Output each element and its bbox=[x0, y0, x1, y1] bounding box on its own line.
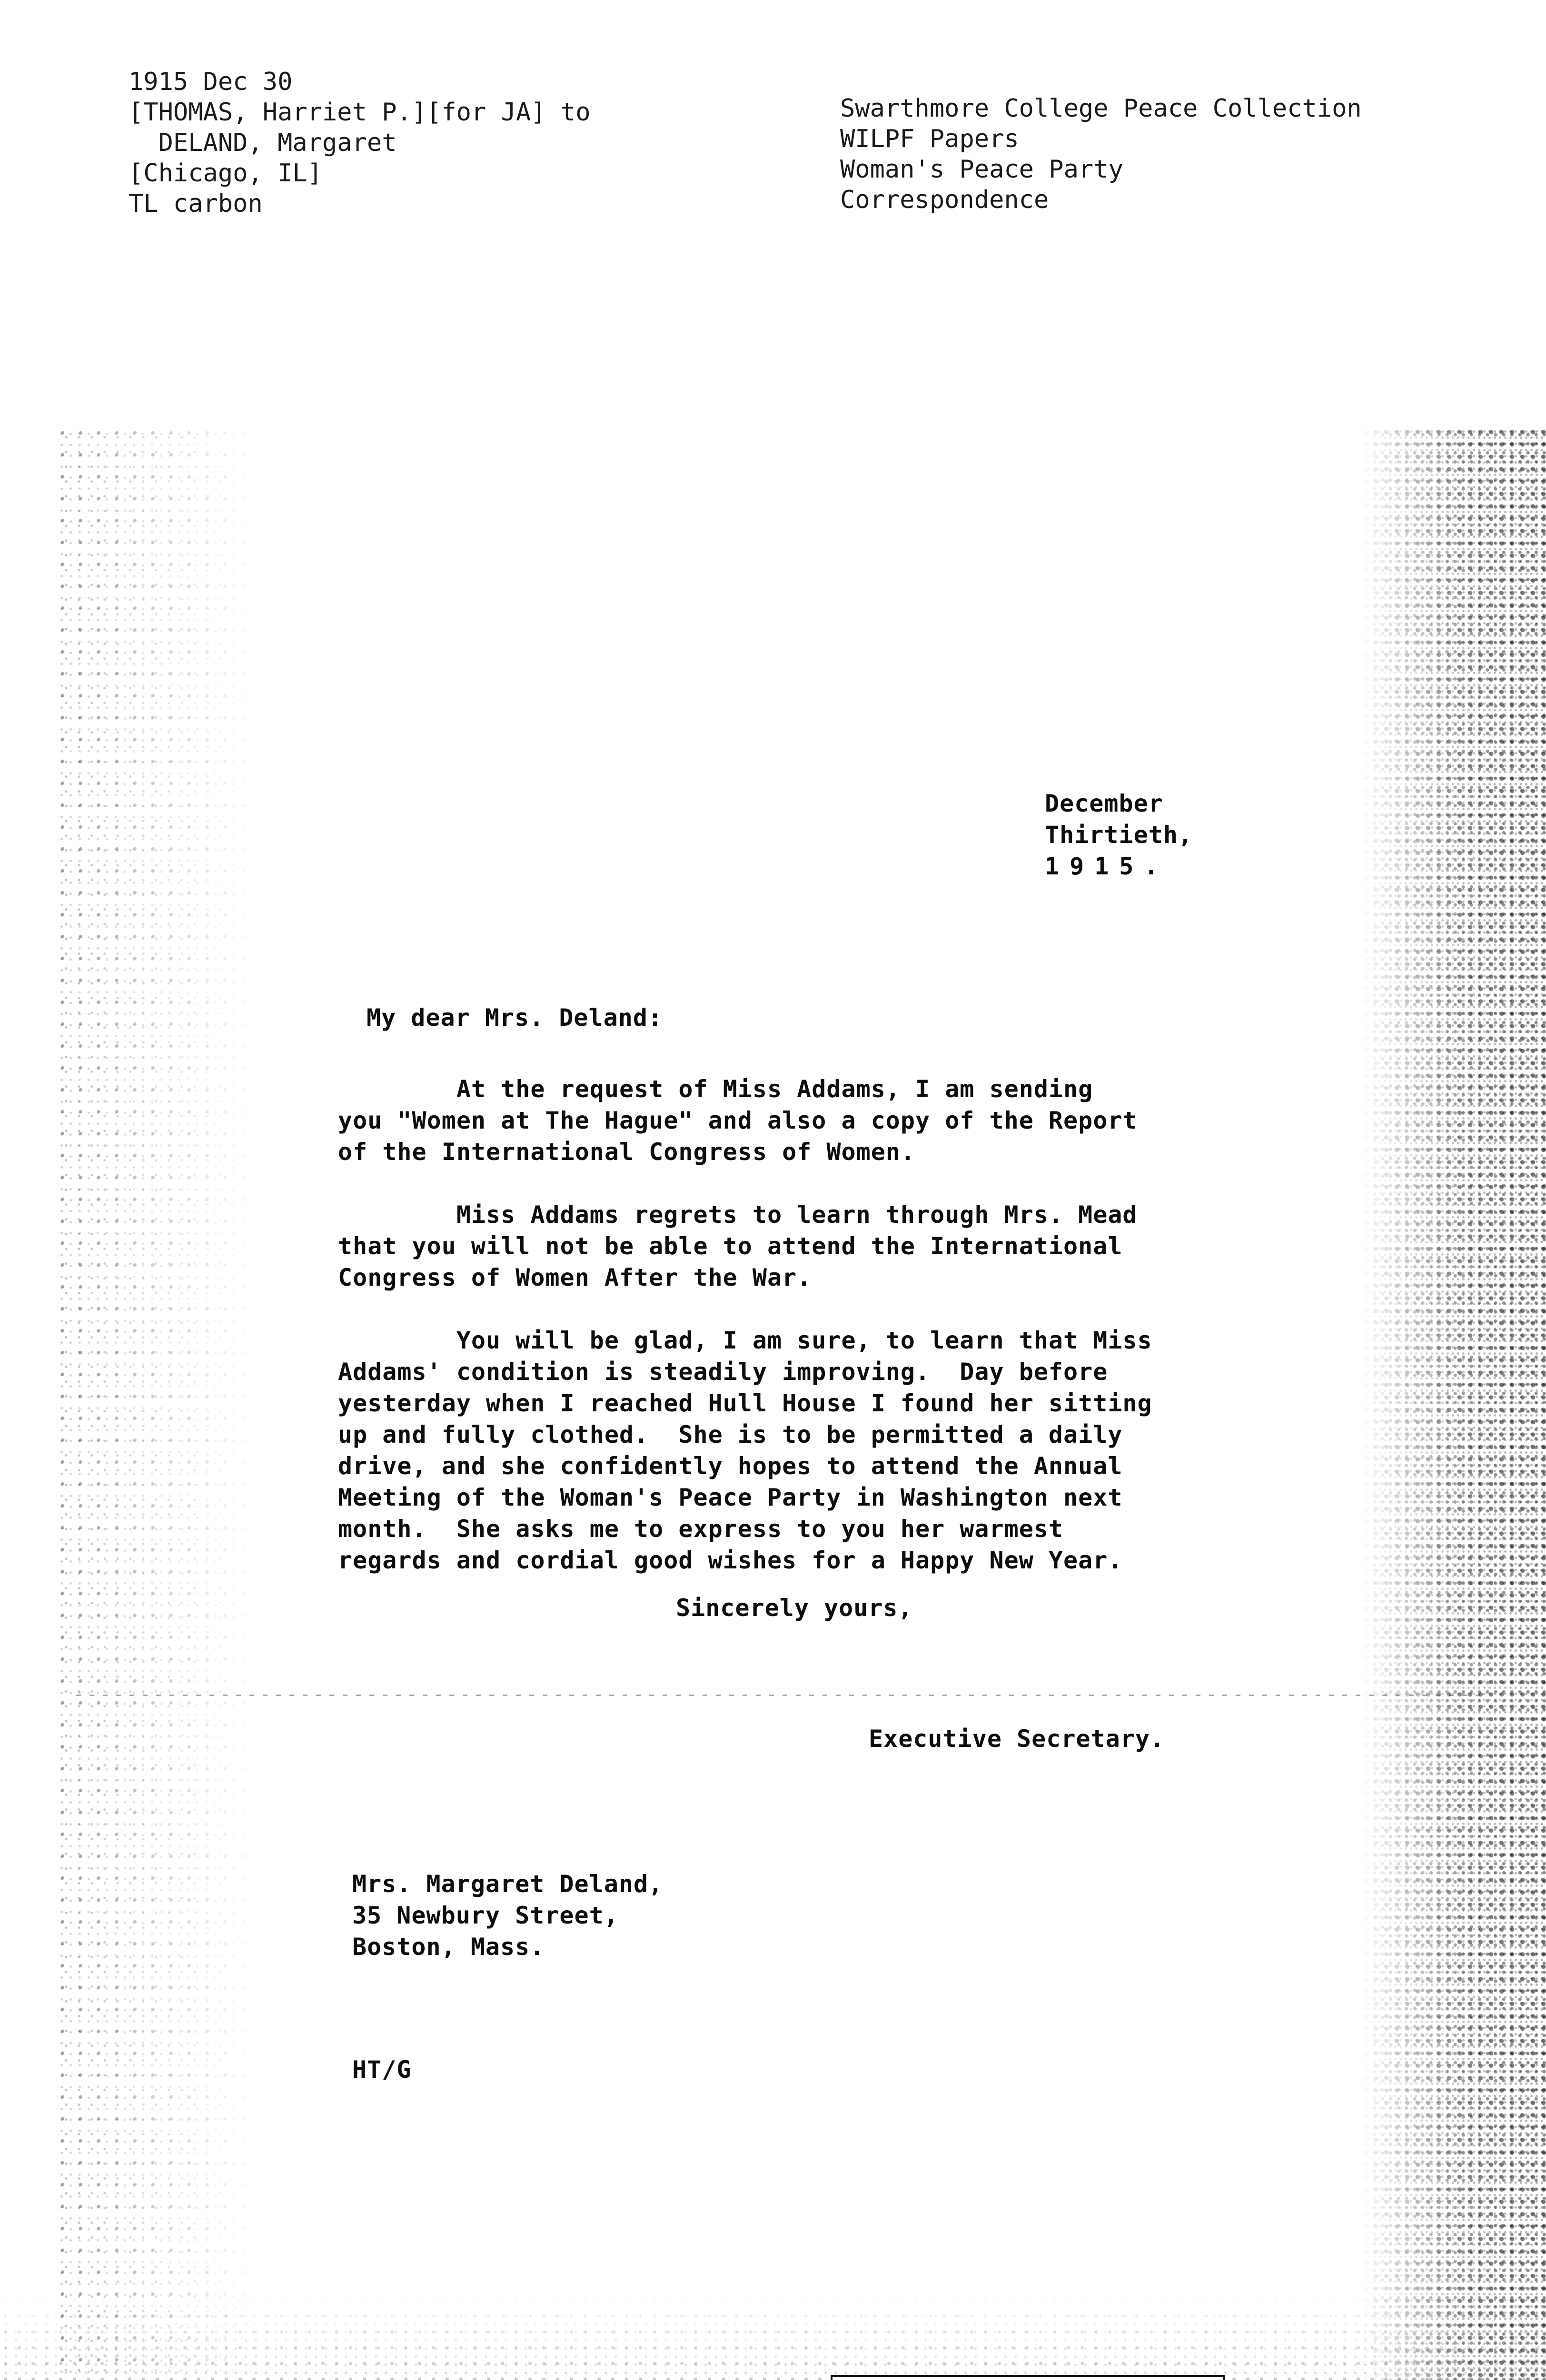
address-city: Boston, Mass. bbox=[352, 1933, 545, 1961]
recipient-address bbox=[352, 1868, 663, 1963]
catalog-label-right bbox=[840, 93, 1362, 215]
date-day: Thirtieth, bbox=[1045, 821, 1193, 849]
letter-date bbox=[1045, 788, 1193, 882]
body-line: you "Women at The Hague" and also a copy of the Report bbox=[338, 1107, 1138, 1134]
body-line: Congress of Women After the War. bbox=[338, 1264, 812, 1291]
body-line: You will be glad, I am sure, to learn that Miss bbox=[338, 1327, 1152, 1354]
paragraph-2 bbox=[338, 1199, 1242, 1293]
photocopy-speckle-left bbox=[57, 428, 257, 2380]
body-line: up and fully clothed. She is to be permitted a daily bbox=[338, 1421, 1123, 1448]
body-line: drive, and she confidently hopes to attend the Annual bbox=[338, 1452, 1123, 1480]
typist-initials: HT/G bbox=[352, 2056, 412, 2083]
body-line: that you will not be able to attend the International bbox=[338, 1232, 1123, 1260]
paragraph-1 bbox=[338, 1073, 1242, 1168]
body-line: yesterday when I reached Hull House I found her sitting bbox=[338, 1389, 1152, 1417]
body-line: regards and cordial good wishes for a Happy New Year. bbox=[338, 1547, 1123, 1574]
catalog-format: TL carbon bbox=[129, 189, 263, 218]
paragraph-3 bbox=[338, 1325, 1242, 1576]
letter-body bbox=[338, 1073, 1242, 1607]
catalog-date: 1915 Dec 30 bbox=[129, 68, 293, 96]
catalog-place: [Chicago, IL] bbox=[129, 159, 322, 188]
body-line: of the International Congress of Women. bbox=[338, 1138, 915, 1166]
address-street: 35 Newbury Street, bbox=[352, 1902, 619, 1929]
date-year: 1915. bbox=[1045, 853, 1169, 880]
catalog-series: Correspondence bbox=[840, 186, 1049, 214]
catalog-label-left bbox=[129, 67, 591, 219]
body-line: month. She asks me to express to you her warmest bbox=[338, 1515, 1064, 1543]
photocopy-speckle-right bbox=[1361, 428, 1546, 2380]
catalog-recipient: DELAND, Margaret bbox=[129, 129, 397, 157]
body-line: Addams' condition is steadily improving. Day before bbox=[338, 1358, 1108, 1386]
body-line: Miss Addams regrets to learn through Mrs. Mead bbox=[338, 1201, 1138, 1229]
catalog-collection: Swarthmore College Peace Collection bbox=[840, 94, 1362, 123]
catalog-sender: [THOMAS, Harriet P.][for JA] to bbox=[129, 98, 591, 127]
fold-line bbox=[76, 1695, 1480, 1696]
address-name: Mrs. Margaret Deland, bbox=[352, 1870, 664, 1898]
catalog-organization: Woman's Peace Party bbox=[840, 155, 1123, 184]
salutation: My dear Mrs. Deland: bbox=[367, 1004, 663, 1031]
best-copy-stamp bbox=[831, 2375, 1225, 2380]
body-line: Meeting of the Woman's Peace Party in Washington next bbox=[338, 1484, 1123, 1511]
catalog-papers: WILPF Papers bbox=[840, 125, 1019, 153]
signature-title: Executive Secretary. bbox=[869, 1725, 1165, 1753]
closing: Sincerely yours, bbox=[676, 1594, 913, 1622]
date-month: December bbox=[1045, 790, 1163, 817]
body-line: At the request of Miss Addams, I am sending bbox=[338, 1075, 1093, 1103]
photocopy-speckle-bottom bbox=[0, 2294, 1546, 2380]
